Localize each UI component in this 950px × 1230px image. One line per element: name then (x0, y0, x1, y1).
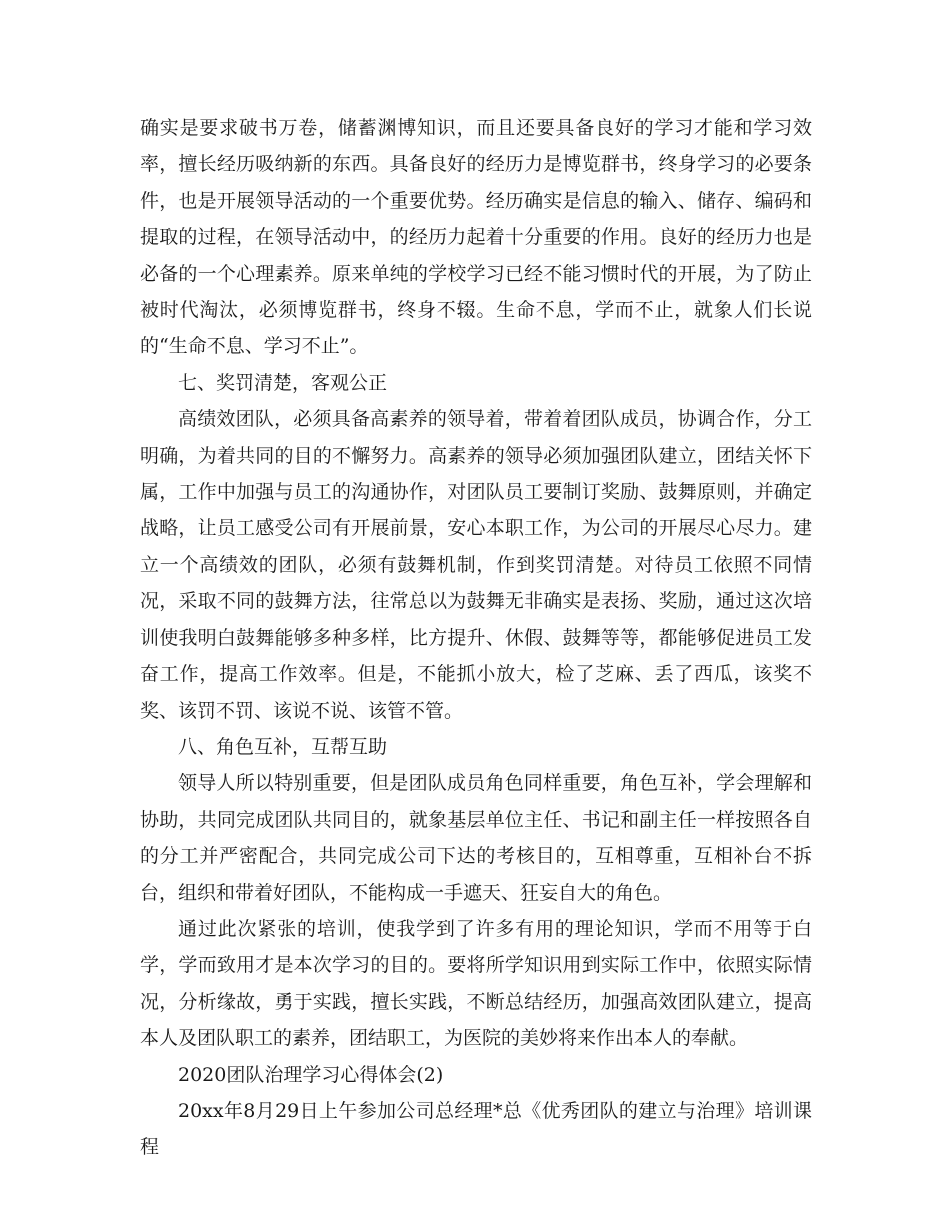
paragraph-role-complement: 领导人所以特别重要，但是团队成员角色同样重要，角色互补，学会理解和协助，共同完成团队共同目的，就象基层单位主任、书记和副主任一样按照各自的分工并严密配合，共同完成公司下达的考核目的，互相尊重，互相补台不拆台，组织和带着好团队，不能构成一手遮天、狂妄自大的角色。 (140, 772, 812, 904)
paragraph-memory-ability: 确实是要求破书万卷，储蓄渊博知识，而且还要具备良好的学习才能和学习效率，擅长经历吸纳新的东西。具备良好的经历力是博览群书，终身学习的必要条件，也是开展领导活动的一个重要优势。经历确实是信息的输入、储存、编码和提取的过程，在领导活动中，的经历力起着十分重要的作用。良好的经历力也是必备的一个心理素养。原来单纯的学校学习已经不能习惯时代的开展，为了防止被时代淘汰，必须博览群书，终身不辍。生命不息，学而不止，就象人们长说的“生命不息、学习不止”。 (140, 117, 812, 358)
section-heading-role-complement: 八、角色互补，互帮互助 (178, 735, 388, 758)
paragraph-training-intro: 20xx年8月29日上午参加公司总经理*总《优秀团队的建立与治理》培训课程 (140, 1099, 812, 1159)
paragraph-conclusion: 通过此次紧张的培训，使我学到了许多有用的理论知识，学而不用等于白学，学而致用才是本次学习的目的。要将所学知识用到实际工作中，依照实际情况，分析缘故，勇于实践，擅长实践，不断总结经历，加强高效团队建立，提高本人及团队职工的素养，团结职工，为医院的美妙将来作出本人的奉献。 (140, 917, 812, 1050)
document-body (140, 110, 812, 1166)
section-heading-reward-punishment: 七、奖罚清楚，客观公正 (178, 371, 388, 394)
article-title-part-2: 2020团队治理学习心得体会(2) (178, 1063, 444, 1086)
paragraph-reward-punishment: 高绩效团队，必须具备高素养的领导着，带着着团队成员，协调合作，分工明确，为着共同的目的不懈努力。高素养的领导必须加强团队建立，团结关怀下属，工作中加强与员工的沟通协作，对团队员工要制订奖励、鼓舞原则，并确定战略，让员工感受公司有开展前景，安心本职工作，为公司的开展尽心尽力。建立一个高绩效的团队，必须有鼓舞机制，作到奖罚清楚。对待员工依照不同情况，采取不同的鼓舞方法，往常总以为鼓舞无非确实是表扬、奖励，通过这次培训使我明白鼓舞能够多种多样，比方提升、休假、鼓舞等等，都能够促进员工发奋工作，提高工作效率。但是，不能抓小放大，检了芝麻、丢了西瓜，该奖不奖、该罚不罚、该说不说、该管不管。 (140, 408, 812, 722)
